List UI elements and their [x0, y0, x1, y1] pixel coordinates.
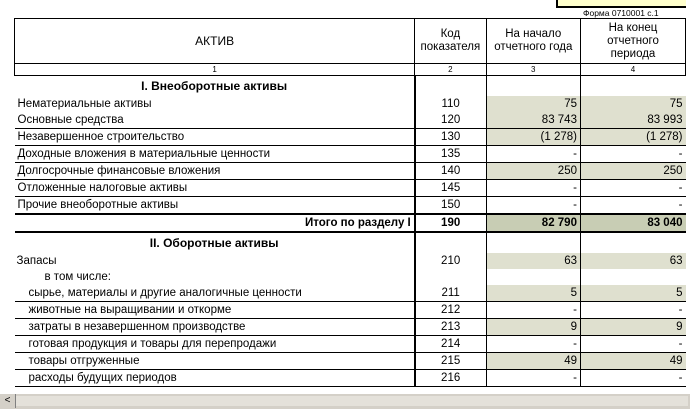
total-name[interactable]: Итого по разделу I	[15, 214, 415, 232]
cell[interactable]	[580, 232, 685, 253]
row-end[interactable]: 63	[580, 253, 685, 269]
table-row	[15, 112, 686, 129]
table-row	[15, 163, 686, 180]
section1-header-row	[15, 76, 686, 97]
table-row	[15, 253, 686, 269]
row-end[interactable]: -	[580, 197, 685, 215]
row-name[interactable]: расходы будущих периодов	[15, 370, 415, 387]
row-end[interactable]: 75	[580, 96, 685, 112]
row-code[interactable]: 211	[415, 285, 486, 302]
table-row	[15, 302, 686, 319]
table-row	[15, 285, 686, 302]
row-name[interactable]: Основные средства	[15, 112, 415, 129]
row-name[interactable]: Долгосрочные финансовые вложения	[15, 163, 415, 180]
header-aktiv[interactable]: АКТИВ	[15, 19, 415, 64]
table-row	[15, 146, 686, 163]
row-end[interactable]: 83 993	[580, 112, 685, 129]
row-name[interactable]: Нематериальные активы	[15, 96, 415, 112]
column-number-row	[15, 64, 686, 76]
row-start[interactable]: 250	[486, 163, 580, 180]
section2-header-row	[15, 232, 686, 253]
row-name[interactable]: затраты в незавершенном производстве	[15, 319, 415, 336]
row-start[interactable]: 75	[486, 96, 580, 112]
total-start[interactable]: 82 790	[486, 214, 580, 232]
section1-title[interactable]: I. Внеоборотные активы	[15, 76, 415, 97]
row-code[interactable]: 145	[415, 180, 486, 197]
header-row	[15, 19, 686, 64]
header-code[interactable]: Код показателя	[415, 19, 486, 64]
assets-table	[14, 18, 686, 387]
section2-title[interactable]: II. Оборотные активы	[15, 232, 415, 253]
row-name[interactable]: сырье, материалы и другие аналогичные ценности	[15, 285, 415, 302]
table-row	[15, 319, 686, 336]
row-end[interactable]: 250	[580, 163, 685, 180]
section1-total-row	[15, 214, 686, 232]
row-name[interactable]: готовая продукция и товары для перепродажи	[15, 336, 415, 353]
table-row	[15, 180, 686, 197]
row-name[interactable]: Запасы	[15, 253, 415, 269]
header-start[interactable]: На начало отчетного года	[486, 19, 580, 64]
horizontal-scrollbar[interactable]	[0, 393, 690, 409]
table-row	[15, 370, 686, 387]
row-start[interactable]: 49	[486, 353, 580, 370]
row-code[interactable]: 214	[415, 336, 486, 353]
row-end[interactable]: -	[580, 180, 685, 197]
row-code[interactable]: 215	[415, 353, 486, 370]
row-code[interactable]: 130	[415, 129, 486, 146]
row-name[interactable]: Отложенные налоговые активы	[15, 180, 415, 197]
row-start[interactable]: -	[486, 302, 580, 319]
row-code[interactable]: 213	[415, 319, 486, 336]
col-number-4[interactable]: 4	[580, 64, 685, 76]
row-end[interactable]: (1 278)	[580, 129, 685, 146]
row-start[interactable]: -	[486, 336, 580, 353]
cell[interactable]	[415, 232, 486, 253]
scroll-left-icon[interactable]: <	[0, 394, 16, 408]
row-code[interactable]: 110	[441, 98, 460, 110]
cell[interactable]	[486, 269, 580, 285]
table-row	[15, 129, 686, 146]
scrollbar-track[interactable]	[16, 396, 688, 406]
row-start[interactable]: 5	[486, 285, 580, 302]
row-end[interactable]: 49	[580, 353, 685, 370]
row-name[interactable]: Незавершенное строительство	[15, 129, 415, 146]
row-name[interactable]: Доходные вложения в материальные ценности	[15, 146, 415, 163]
cell[interactable]	[486, 232, 580, 253]
row-start[interactable]: 9	[486, 319, 580, 336]
cell[interactable]	[486, 76, 580, 97]
cell[interactable]	[580, 269, 685, 285]
table-row	[15, 336, 686, 353]
row-name[interactable]: Прочие внеоборотные активы	[15, 197, 415, 215]
header-end[interactable]: На конец отчетного периода	[580, 19, 685, 64]
cell[interactable]	[415, 76, 486, 97]
row-start[interactable]: 83 743	[486, 112, 580, 129]
total-code[interactable]: 190	[415, 214, 486, 232]
form-label: Форма 0710001 с.1	[583, 8, 659, 18]
in-that-number-label[interactable]: в том числе:	[15, 269, 415, 285]
col-number-1[interactable]: 1	[15, 64, 415, 76]
row-name[interactable]: животные на выращивании и откорме	[15, 302, 415, 319]
row-code[interactable]: 216	[415, 370, 486, 387]
row-code[interactable]: 150	[415, 197, 486, 215]
row-code[interactable]: 212	[415, 302, 486, 319]
row-end[interactable]: 5	[580, 285, 685, 302]
row-code[interactable]: 135	[415, 146, 486, 163]
row-end[interactable]: -	[580, 146, 685, 163]
row-end[interactable]: -	[580, 302, 685, 319]
table-row	[15, 269, 686, 285]
row-start[interactable]: -	[486, 180, 580, 197]
col-number-2[interactable]: 2	[415, 64, 486, 76]
col-number-3[interactable]: 3	[486, 64, 580, 76]
row-end[interactable]: -	[580, 336, 685, 353]
table-row	[15, 197, 686, 215]
row-start[interactable]: 63	[486, 253, 580, 269]
row-start[interactable]: -	[486, 370, 580, 387]
row-start[interactable]: -	[486, 146, 580, 163]
row-code[interactable]: 210	[441, 255, 461, 267]
row-code[interactable]: 120	[415, 112, 486, 129]
form-code-box	[556, 0, 686, 8]
row-end[interactable]: -	[580, 370, 685, 387]
row-name[interactable]: товары отгруженные	[15, 353, 415, 370]
table-row	[15, 96, 686, 112]
total-end[interactable]: 83 040	[580, 214, 685, 232]
row-start[interactable]: -	[486, 197, 580, 215]
cell[interactable]	[415, 269, 486, 285]
row-code[interactable]: 140	[415, 163, 486, 180]
row-start[interactable]: (1 278)	[486, 129, 580, 146]
table-row	[15, 353, 686, 370]
cell[interactable]	[580, 76, 685, 97]
row-end[interactable]: 9	[580, 319, 685, 336]
